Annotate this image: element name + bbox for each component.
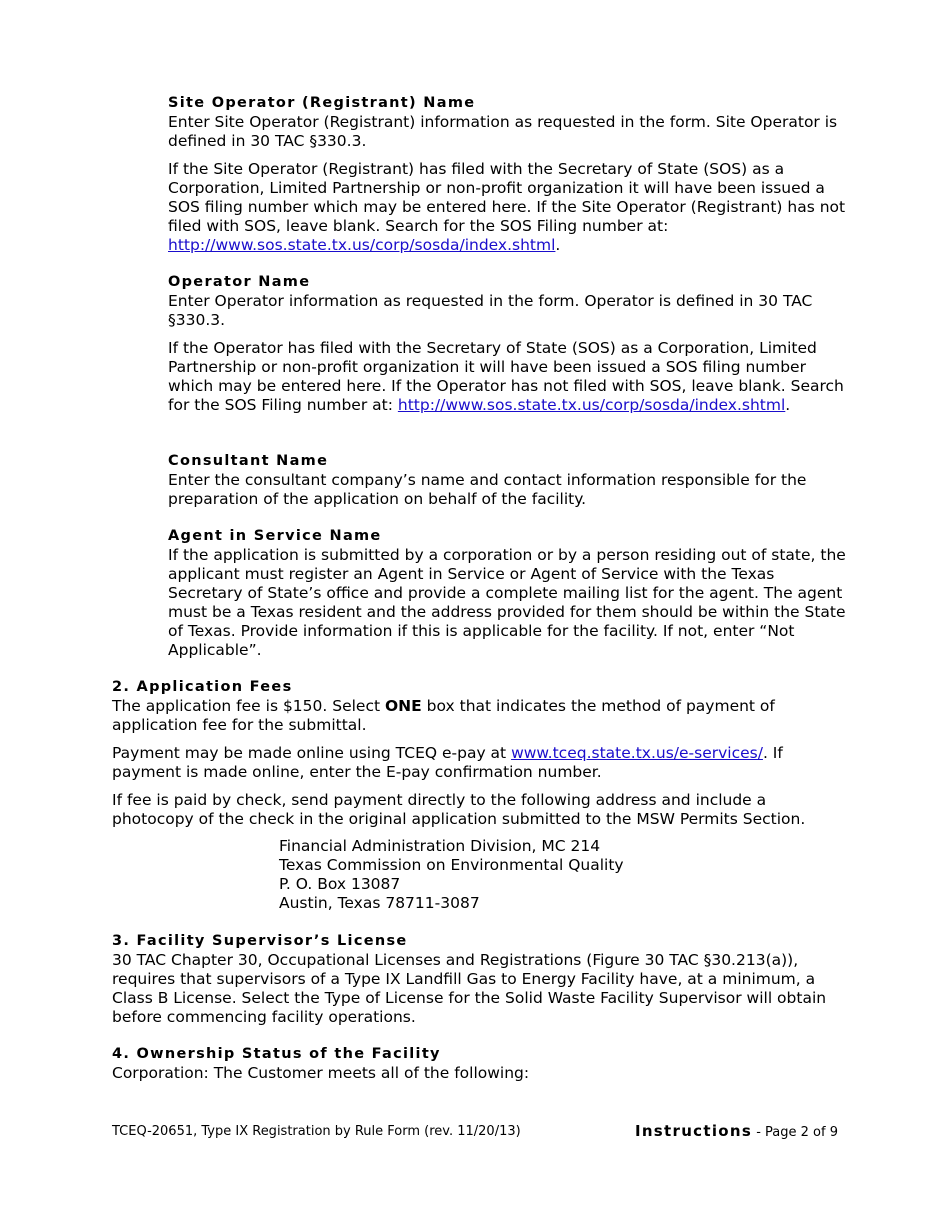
address-line: Texas Commission on Environmental Quality xyxy=(279,856,624,874)
footer-instructions-label: Instructions xyxy=(634,1122,753,1140)
application-fees-text xyxy=(112,697,848,735)
operator-sos-text xyxy=(168,339,848,415)
footer-page-info xyxy=(635,1121,838,1143)
address-line: P. O. Box 13087 xyxy=(279,875,401,893)
consultant-heading: Consultant Name xyxy=(168,453,329,469)
ownership-status-text: Corporation: The Customer meets all of the following: xyxy=(112,1064,530,1082)
fees-p2-after: . If payment is made online, enter the E-pay confirmation number. xyxy=(112,744,783,781)
site-operator-sos-text xyxy=(168,160,848,255)
fees-p1-before: The application fee is $150. Select xyxy=(112,697,385,715)
operator-text: Enter Operator information as requested in the form. Operator is defined in 30 TAC §330.3. xyxy=(168,292,813,329)
site-operator-sos-link[interactable]: http://www.sos.state.tx.us/corp/sosda/index.shtml xyxy=(168,236,556,254)
operator-sos-body: If the Operator has filed with the Secretary of State (SOS) as a Corporation, Limited Partnership or non-profit organization it will have been issued a SOS filing number which may be entered here. If the Operator has not filed with SOS, leave blank. Search for the SOS Filing number at: xyxy=(168,339,844,414)
agent-heading: Agent in Service Name xyxy=(168,528,382,544)
agent-text: If the application is submitted by a corporation or by a person residing out of state, the applicant must register an Agent in Service or Agent of Service with the Texas Secretary of State’s office and provide a complete mailing list for the agent. The agent must be a Texas resident and the address provided for them should be within the State of Texas. Provide information if this is applicable for the facility. If not, enter “Not Applicable”. xyxy=(168,546,846,659)
fees-p2-before: Payment may be made online using TCEQ e-pay at xyxy=(112,744,512,762)
site-operator-sos-body: If the Site Operator (Registrant) has filed with the Secretary of State (SOS) as a Corporation, Limited Partnership or non-profit organization it will have been issued a SOS filing number which may be entered here. If the Site Operator (Registrant) has not filed with SOS, leave blank. Search for the SOS Filing number at: xyxy=(168,160,846,235)
check-payment-text: If fee is paid by check, send payment directly to the following address and include a photocopy of the check in the original application submitted to the MSW Permits Section. xyxy=(112,791,806,828)
address-line: Financial Administration Division, MC 214 xyxy=(279,837,601,855)
epay-link[interactable]: www.tceq.state.tx.us/e-services/ xyxy=(511,744,763,762)
application-fees-heading: 2. Application Fees xyxy=(112,679,293,695)
operator-heading: Operator Name xyxy=(168,274,311,290)
footer-page-number: - Page 2 of 9 xyxy=(752,1125,838,1140)
address-line: Austin, Texas 78711-3087 xyxy=(279,894,480,912)
epay-text xyxy=(112,744,848,782)
site-operator-heading: Site Operator (Registrant) Name xyxy=(168,95,476,111)
site-operator-text: Enter Site Operator (Registrant) information as requested in the form. Site Operator is defined in 30 TAC §330.3. xyxy=(168,113,838,150)
supervisor-license-text: 30 TAC Chapter 30, Occupational Licenses and Registrations (Figure 30 TAC §30.213(a)), requires that supervisors of a Type IX Landfill Gas to Energy Facility have, at a minimum, a Class B License. Select the Type of License for the Solid Waste Facility Supervisor will obtain before commencing facility operations. xyxy=(112,951,827,1026)
site-operator-sos-suffix: . xyxy=(555,236,561,254)
mailing-address xyxy=(279,837,779,913)
operator-sos-suffix: . xyxy=(785,396,791,414)
footer-form-id: TCEQ-20651, Type IX Registration by Rule Form (rev. 11/20/13) xyxy=(112,1124,521,1139)
operator-sos-link[interactable]: http://www.sos.state.tx.us/corp/sosda/index.shtml xyxy=(397,396,786,414)
fees-p1-after: box that indicates the method of payment of application fee for the submittal. xyxy=(112,697,775,734)
ownership-status-heading: 4. Ownership Status of the Facility xyxy=(112,1046,441,1062)
fees-p1-bold: ONE xyxy=(385,697,422,715)
supervisor-license-heading: 3. Facility Supervisor’s License xyxy=(112,933,408,949)
consultant-text: Enter the consultant company’s name and contact information responsible for the preparation of the application on behalf of the facility. xyxy=(168,471,807,508)
